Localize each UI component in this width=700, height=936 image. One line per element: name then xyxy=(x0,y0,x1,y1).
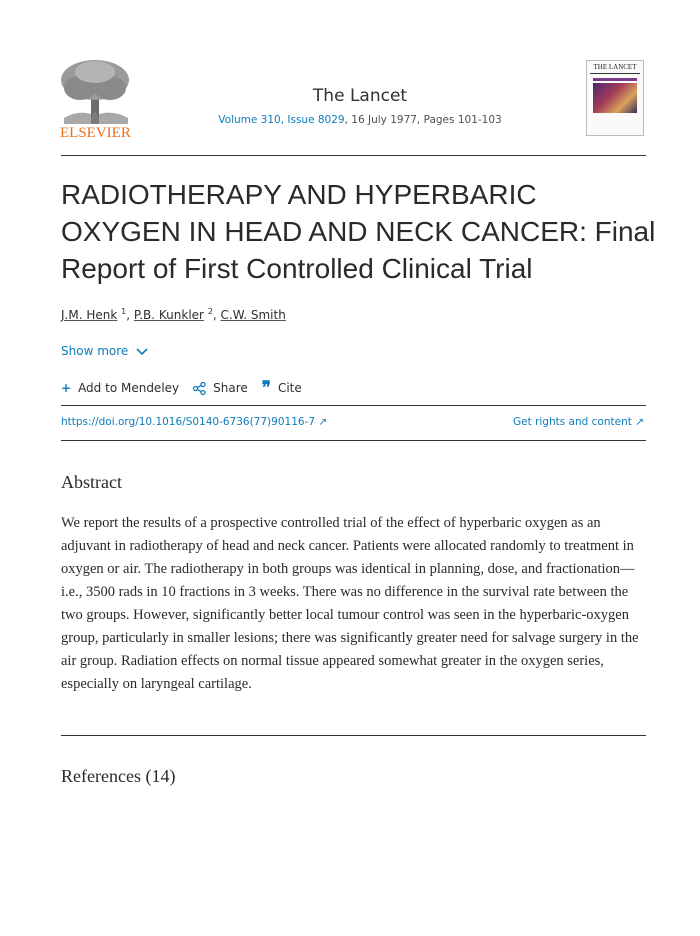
abstract-heading: Abstract xyxy=(61,472,122,492)
journal-cover-thumbnail[interactable] xyxy=(586,60,644,136)
cite-button[interactable] xyxy=(261,378,302,397)
author-affiliation-sup: 2 xyxy=(207,307,213,316)
cover-rule xyxy=(590,73,640,74)
cover-band xyxy=(593,78,637,81)
author-affiliation-sup: 1 xyxy=(121,307,127,316)
date-pages: , 16 July 1977, Pages 101-103 xyxy=(344,114,502,126)
actions-divider xyxy=(61,405,646,406)
doi-divider xyxy=(61,440,646,441)
author-link[interactable]: P.B. Kunkler xyxy=(133,308,204,322)
show-more-label: Show more xyxy=(61,344,129,358)
quote-icon: ❞ xyxy=(261,378,271,397)
author-list xyxy=(61,307,286,322)
share-label: Share xyxy=(213,381,248,395)
abstract-text: We report the results of a prospective controlled trial of the effect of hyperbaric oxygen as an adjuvant in radiotherapy of head and neck cancer. Patients were allocated randomly to treatment in oxygen or air. The radiotherapy in both groups was identical in planning, dose, and fractionation—i.e., 3500 rads in 10 fractions in 3 weeks. There was no difference in the survival rate between the two groups. However, significantly better local tumour control was seen in the hyperbaric-oxygen group, particularly in smaller lesions; there was significantly greater need for salvage surgery in the air group. Radiation effects on normal tissue appeared somewhat greater in the oxygen series, especially on laryngeal cartilage. xyxy=(61,515,639,692)
doi-text: https://doi.org/10.1016/S0140-6736(77)90116-7 xyxy=(61,416,316,428)
cite-label: Cite xyxy=(277,381,302,395)
chevron-down-icon xyxy=(136,347,148,357)
header-divider xyxy=(61,155,646,156)
show-more-button[interactable] xyxy=(61,344,148,358)
share-button[interactable] xyxy=(193,381,248,395)
author-link[interactable]: J.M. Henk xyxy=(61,308,118,322)
references-heading[interactable]: References (14) xyxy=(61,766,176,786)
abstract-divider xyxy=(61,735,646,736)
get-rights-label: Get rights and content xyxy=(513,416,632,428)
author-separator: , xyxy=(126,308,134,322)
add-to-mendeley-button[interactable] xyxy=(61,381,179,395)
volume-issue-link[interactable]: Volume 310, Issue 8029 xyxy=(218,114,345,126)
external-link-icon: ↗ xyxy=(635,416,644,428)
external-link-icon: ↗ xyxy=(318,416,328,428)
article-title: RADIOTHERAPY AND HYPERBARIC OXYGEN IN HEAD AND NECK CANCER: Final Report of First Controlled Clinical Trial xyxy=(61,179,656,284)
cover-image xyxy=(593,83,637,113)
author-link[interactable]: C.W. Smith xyxy=(220,308,286,322)
journal-title[interactable]: The Lancet xyxy=(312,86,408,106)
plus-icon: + xyxy=(61,381,72,395)
cover-title: THE LANCET xyxy=(593,63,637,71)
share-icon xyxy=(193,382,206,395)
elsevier-wordmark: ELSEVIER xyxy=(60,125,131,141)
doi-link[interactable] xyxy=(61,416,327,428)
get-rights-link[interactable] xyxy=(513,416,644,428)
author-separator: , xyxy=(212,308,221,322)
add-to-mendeley-label: Add to Mendeley xyxy=(78,381,180,395)
article-actions xyxy=(61,378,302,397)
